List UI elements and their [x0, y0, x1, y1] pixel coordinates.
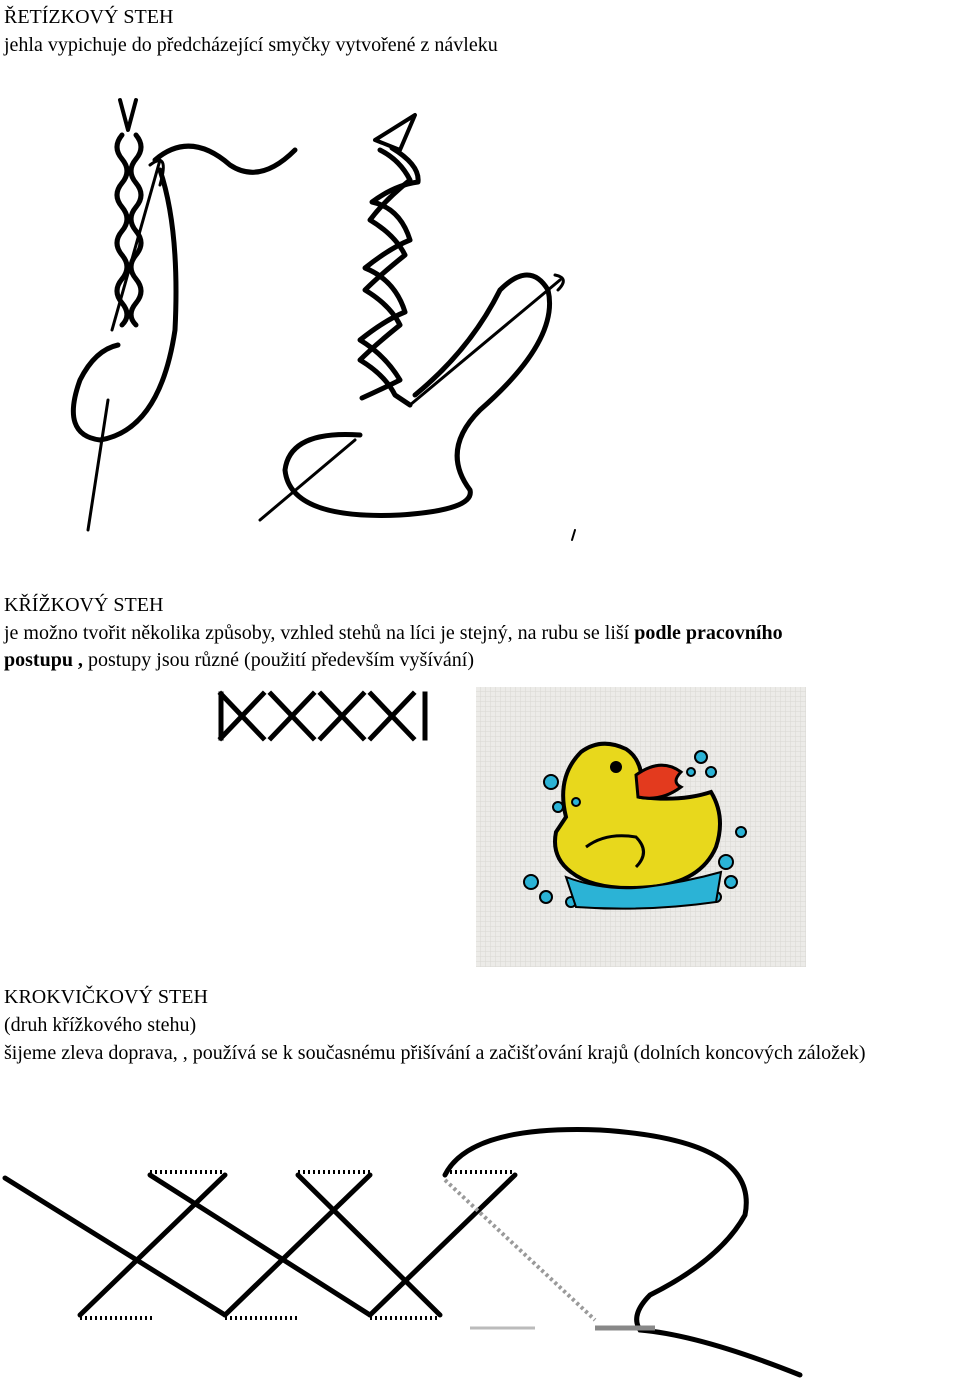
- chain-stitch-description: jehla vypichuje do předcházející smyčky vytvořené z návleku: [4, 34, 498, 56]
- cross-stitch-desc-rest: postupy jsou různé (použití především vyšívání): [82, 649, 474, 671]
- cross-stitch-desc-bold1: podle pracovního: [634, 622, 783, 644]
- cross-stitch-description: [4, 620, 960, 674]
- cross-stitch-desc-bold2: postupu ,: [4, 649, 83, 671]
- herringbone-stitch-diagram: [0, 1120, 960, 1380]
- herringbone-stitch-description: šijeme zleva doprava, , používá se k současnému přišívání a začišťování krajů (dolních koncových záložek): [4, 1042, 866, 1064]
- chain-stitch-illustration: [0, 90, 620, 550]
- cross-stitch-diagram: [215, 688, 431, 748]
- cross-stitch-desc-plain: je možno tvořit několika způsoby, vzhled stehů na líci je stejný, na rubu se liší: [4, 622, 635, 644]
- herringbone-stitch-title: KROKVIČKOVÝ STEH: [4, 986, 208, 1008]
- cross-stitch-duck-photo: [476, 687, 806, 967]
- cross-stitch-title: KŘÍŽKOVÝ STEH: [4, 594, 164, 616]
- chain-stitch-title: ŘETÍZKOVÝ STEH: [4, 6, 174, 28]
- herringbone-stitch-subtitle: (druh křížkového stehu): [4, 1014, 197, 1036]
